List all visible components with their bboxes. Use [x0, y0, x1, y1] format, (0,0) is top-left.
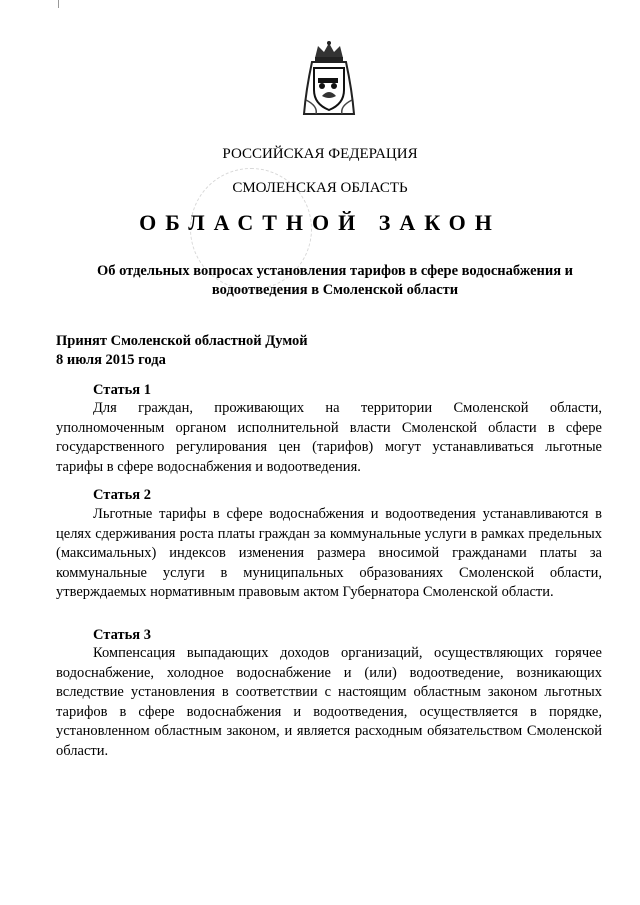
adopted-by: Принят Смоленской областной Думой [56, 333, 308, 349]
scan-mark [58, 0, 59, 8]
adopted-date: 8 июля 2015 года [56, 352, 166, 368]
document-type-title: ОБЛАСТНОЙ ЗАКОН [139, 210, 501, 235]
region-heading: СМОЛЕНСКАЯ ОБЛАСТЬ [232, 180, 408, 196]
article-2-title: Статья 2 [93, 487, 151, 503]
article-2-text: Льготные тарифы в сфере водоснабжения и водоотведения устанавливаются в целях сдерживания роста платы граждан за коммунальные услуги в рамках предельных (максимальных) индексов изменения размера вносимой гражданами платы за коммунальные услуги в муниципальных образованиях Смоленской области, утверждаемых нормативным правовым актом Губернатора Смоленской области. [56, 506, 602, 600]
article-1-title: Статья 1 [93, 382, 151, 398]
article-3-text: Компенсация выпадающих доходов организаций, осуществляющих горячее водоснабжение, холодное водоснабжение и (или) водоотведение, возникающих вследствие установления в соответствии с настоящим областным законом льготных тарифов в сфере водоснабжения и водоотведения, осуществляется в порядке, установленном областным законом, и является расходным обязательством Смоленской области. [56, 645, 602, 759]
country-heading: РОССИЙСКАЯ ФЕДЕРАЦИЯ [222, 146, 418, 162]
adoption-info [56, 332, 308, 370]
article-1-text: Для граждан, проживающих на территории Смоленской области, уполномоченным органом исполнительной власти Смоленской области в сфере государственного регулирования цен (тарифов) могут устанавливаться льготные тарифы в сфере водоснабжения и водоотведения. [56, 400, 602, 475]
law-subject: Об отдельных вопросах установления тарифов в сфере водоснабжения и водоотведения в Смоленской области [96, 263, 574, 298]
coat-of-arms-icon [298, 40, 360, 120]
article-3-title: Статья 3 [93, 627, 151, 643]
